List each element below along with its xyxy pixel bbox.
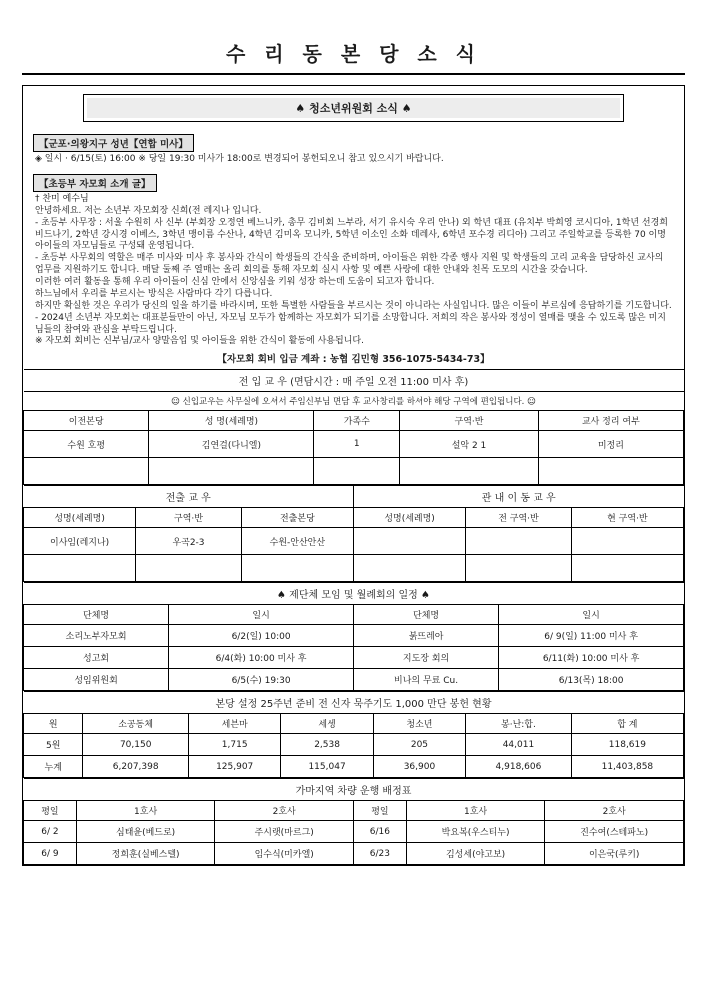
table-row — [24, 486, 684, 508]
cell-empty — [136, 555, 242, 582]
cell-driver: 정희훈(실베스텔) — [76, 843, 215, 865]
cell-datetime: 6/5(수) 19:30 — [169, 669, 354, 691]
cell-district: 설악 2 1 — [400, 431, 539, 458]
cell-out-name: 이사임(레지나) — [24, 528, 136, 555]
col-out-parish: 전출본당 — [241, 508, 353, 528]
cell-group: 소리노부자모회 — [24, 625, 169, 647]
cell-datetime: 6/4(화) 10:00 미사 후 — [169, 647, 354, 669]
incoming-title: 전 입 교 우 (면담시간 : 매 주일 오전 11:00 미사 후) — [24, 370, 684, 392]
cell-community: 6,207,398 — [83, 756, 189, 778]
table-row — [24, 431, 684, 458]
cell-empty — [24, 458, 149, 485]
section2-body — [33, 194, 674, 348]
cell-seseng: 115,047 — [281, 756, 373, 778]
cell-empty — [466, 555, 572, 582]
cell-name: 김연걸(다니엘) — [149, 431, 314, 458]
cell-empty — [241, 555, 353, 582]
cell-driver: 이은국(루키) — [545, 843, 684, 865]
section2-line: 하지만 확실한 것은 우리가 당신의 일을 하기를 바라시며, 또한 특별한 사람들을 부르시는 것이 아니라는 사실입니다. 많은 이들이 부르심에 응답하기를 기도합니다. — [35, 300, 672, 311]
section1-tag: 【군포·의왕지구 성년【연합 미사】 — [33, 134, 194, 152]
table-row — [24, 528, 684, 555]
col-date-2: 평일 — [353, 801, 406, 821]
table-row — [24, 669, 684, 691]
table-header-row — [24, 801, 684, 821]
cell-empty — [400, 458, 539, 485]
cell-sevenma: 125,907 — [188, 756, 280, 778]
cell-move-prev — [466, 528, 572, 555]
table-row — [24, 756, 684, 778]
col-move-curr: 현 구역·반 — [571, 508, 683, 528]
incoming-subtitle: ☺ 신입교우는 사무실에 오셔서 주임신부님 면담 후 교사창리를 하셔야 해당 구역에 편입됩니다. ☺ — [24, 392, 684, 411]
col-move-name: 성명(세례명) — [353, 508, 465, 528]
cell-group: 붉뜨레아 — [353, 625, 498, 647]
cell-family-count: 1 — [314, 431, 400, 458]
cell-offering: 44,011 — [466, 734, 572, 756]
cell-datetime: 6/2(일) 10:00 — [169, 625, 354, 647]
table-row — [24, 692, 684, 714]
section2-line: - 초등부 사무회의 역할은 매주 미사와 미사 후 봉사와 간식이 학생들의 간식을 준비하며, 아이들은 위한 각종 행사 지원 및 학생들의 고리 교육을 담당하신 교사의 업무를 지원하기도 합니다. 매달 둘째 주 열매는 올리 회의를 통해 자모회 실시 사항 및 예쁜 사랑에 대한 안내와 친목 도모의 시간을 갖습니다. — [35, 253, 667, 276]
cell-group: 성임위원회 — [24, 669, 169, 691]
col-date-1: 평일 — [24, 801, 77, 821]
table-row — [24, 583, 684, 605]
col-community: 소공동체 — [83, 714, 189, 734]
cell-month: 5원 — [24, 734, 83, 756]
col-datetime-1: 일시 — [169, 605, 354, 625]
cell-youth: 205 — [373, 734, 465, 756]
cell-datetime: 6/11(화) 10:00 미사 후 — [499, 647, 684, 669]
col-group-2: 단체명 — [353, 605, 498, 625]
cell-seseng: 2,538 — [281, 734, 373, 756]
banner-text: ♠ 청소년위원회 소식 ♠ — [295, 102, 412, 115]
table-row — [24, 370, 684, 392]
banner — [83, 94, 624, 122]
section-parents-intro — [23, 168, 684, 365]
col-out-name: 성명(세례명) — [24, 508, 136, 528]
section-joint-mass — [23, 128, 684, 166]
table-outgoing-and-moves — [23, 485, 684, 582]
cell-empty — [571, 555, 683, 582]
cell-date: 6/ 2 — [24, 821, 77, 843]
col-offering: 봉·난:합. — [466, 714, 572, 734]
section2-line: - 초등부 사무장 : 서울 수원히 사 신부 (부회장 오정연 베느니카, 총무 김비회 느부라, 서기 유시숙 우리 안나) 외 학년 대표 (유치부 박희영 코시디아, 1학년 선경희 비드나기, 2학년 강시경 이베스, 3학년 맹이름 수산나, 4학년 김미옥 모니카, 5학년 이소인 소화 데레사, 6학년 포수경 리디아) 그리고 주일학교를 등록한 70 이명 아이들의 자모님들로 구성돼 운영됩니다. — [35, 217, 671, 252]
table-group-meetings — [23, 582, 684, 691]
cell-empty — [24, 555, 136, 582]
table-row — [24, 821, 684, 843]
content-frame — [22, 85, 685, 866]
section1-body — [33, 154, 674, 166]
section2-line: † 찬미 예수님 — [35, 193, 89, 204]
cell-status: 미정리 — [538, 431, 683, 458]
col-sevenma: 세븐마 — [188, 714, 280, 734]
col-status: 교사 정리 여부 — [538, 411, 683, 431]
table-row — [24, 779, 684, 801]
bus-title: 가마지역 차량 운행 배정표 — [24, 779, 684, 801]
col-family-count: 가족수 — [314, 411, 400, 431]
cell-sevenma: 1,715 — [188, 734, 280, 756]
table-row — [24, 458, 684, 485]
rosary-title: 본당 설정 25주년 준비 전 신자 묵주기도 1,000 만단 봉헌 현황 — [24, 692, 684, 714]
table-row — [24, 625, 684, 647]
table-header-row — [24, 411, 684, 431]
banner-wrap — [23, 86, 684, 128]
internal-move-title: 관 내 이 동 교 우 — [353, 486, 683, 508]
section2-tag: 【초등부 자모회 소개 글】 — [33, 174, 157, 192]
cell-offering: 4,918,606 — [466, 756, 572, 778]
section2-line: 안녕하세요. 저는 소년부 자모회장 신희(전 레지나 입니다. — [35, 205, 262, 216]
table-bus-schedule — [23, 778, 684, 865]
cell-date: 6/23 — [353, 843, 406, 865]
col-total: 합 계 — [571, 714, 683, 734]
col-bus1-a: 1호사 — [76, 801, 215, 821]
page-title — [22, 38, 685, 75]
table-row — [24, 734, 684, 756]
col-bus1-b: 1호사 — [406, 801, 545, 821]
cell-date: 6/ 9 — [24, 843, 77, 865]
section2-line: 하느님에서 우리를 부르시는 방식은 사람마다 각기 다릅니다. — [35, 288, 273, 299]
cell-datetime: 6/ 9(일) 11:00 미사 후 — [499, 625, 684, 647]
cell-out-district: 우곡2-3 — [136, 528, 242, 555]
table-incoming-parishioners — [23, 369, 684, 485]
table-header-row — [24, 508, 684, 528]
table-row — [24, 843, 684, 865]
cell-group: 지도장 회의 — [353, 647, 498, 669]
cell-total: 11,403,858 — [571, 756, 683, 778]
col-prev-parish: 이전본당 — [24, 411, 149, 431]
cell-month: 누계 — [24, 756, 83, 778]
cell-youth: 36,900 — [373, 756, 465, 778]
table-rosary-status — [23, 691, 684, 778]
cell-driver: 심태윤(베드로) — [76, 821, 215, 843]
table-row — [24, 555, 684, 582]
cell-driver: 박요복(우스티누) — [406, 821, 545, 843]
cell-out-parish: 수원-안산안산 — [241, 528, 353, 555]
cell-total: 118,619 — [571, 734, 683, 756]
col-youth: 청소년 — [373, 714, 465, 734]
table-row — [24, 647, 684, 669]
section2-line: 이러한 여러 활동을 통해 우리 아이들이 신심 안에서 신앙심을 키워 성장 하는데 도움이 되고자 합니다. — [35, 277, 435, 287]
meetings-title: ♠ 제단체 모임 및 월례회의 일정 ♠ — [24, 583, 684, 605]
col-datetime-2: 일시 — [499, 605, 684, 625]
cell-empty — [538, 458, 683, 485]
title-rule — [22, 73, 685, 75]
section2-line: - 2024년 소년부 자모회는 대표분들만이 아닌, 자모님 모두가 함께하는 자모회가 되기를 소망합니다. 저희의 작은 봉사와 정성이 열매를 맺을 수 있도록 많은 미지님들의 참여와 관심을 부탁드립니다. — [35, 312, 666, 335]
cell-empty — [314, 458, 400, 485]
cell-group: 비나의 무료 Cu. — [353, 669, 498, 691]
cell-driver: 김성세(야고보) — [406, 843, 545, 865]
cell-move-curr — [571, 528, 683, 555]
cell-driver: 임수식(미카엘) — [215, 843, 354, 865]
cell-move-name — [353, 528, 465, 555]
cell-driver: 주시랫(마르그) — [215, 821, 354, 843]
account-info: 【자모회 회비 입금 계좌 : 농협 김민형 356-1075-5434-73】 — [217, 354, 490, 366]
col-move-prev: 전 구역·반 — [466, 508, 572, 528]
page-title-text: 수 리 동 본 당 소 식 — [225, 42, 482, 66]
table-header-row — [24, 605, 684, 625]
section1-line: ◈ 일시 · 6/15(토) 16:00 ※ 당일 19:30 미사가 18:00로 변경되어 봉헌되오니 참고 있으시기 바랍니다. — [35, 154, 444, 164]
col-bus2-b: 2호사 — [545, 801, 684, 821]
table-header-row — [24, 714, 684, 734]
col-bus2-a: 2호사 — [215, 801, 354, 821]
cell-date: 6/16 — [353, 821, 406, 843]
col-seseng: 세셍 — [281, 714, 373, 734]
outgoing-title: 전출 교 우 — [24, 486, 354, 508]
col-district: 구역·반 — [400, 411, 539, 431]
col-month: 원 — [24, 714, 83, 734]
cell-empty — [149, 458, 314, 485]
table-row — [24, 392, 684, 411]
cell-group: 성고회 — [24, 647, 169, 669]
col-name: 성 명(세례명) — [149, 411, 314, 431]
cell-community: 70,150 — [83, 734, 189, 756]
col-out-district: 구역·반 — [136, 508, 242, 528]
section2-line: ※ 자모회 회비는 신부님/교사 양말음입 및 아이들을 위한 간식이 활동에 사용됩니다. — [35, 336, 364, 347]
cell-empty — [353, 555, 465, 582]
cell-prev-parish: 수원 호평 — [24, 431, 149, 458]
col-group-1: 단체명 — [24, 605, 169, 625]
cell-datetime: 6/13(목) 18:00 — [499, 669, 684, 691]
cell-driver: 진수여(스테파노) — [545, 821, 684, 843]
